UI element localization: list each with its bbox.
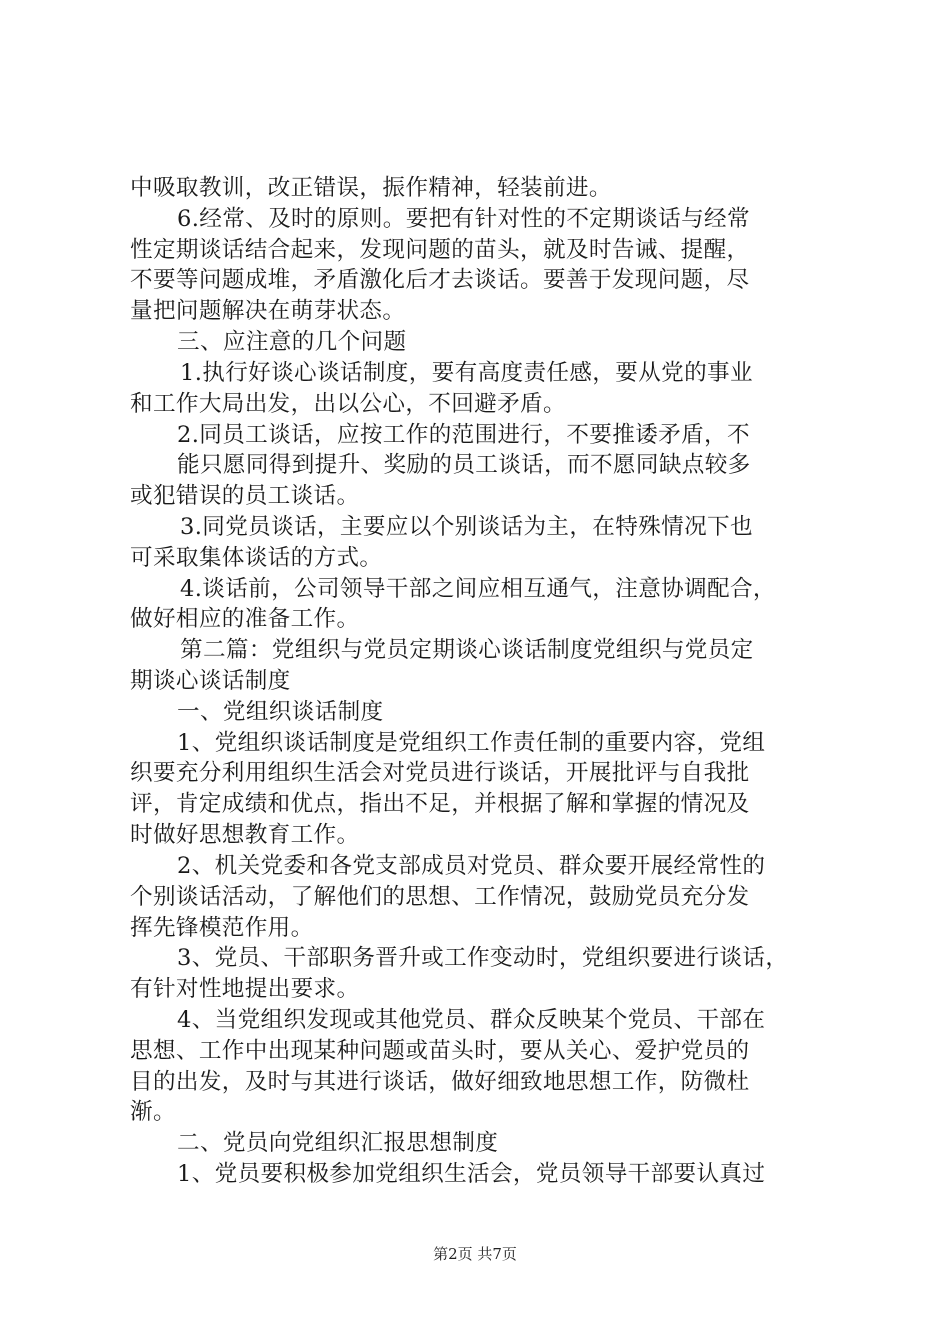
chapter-heading: 第二篇：党组织与党员定期谈心谈话制度党组织与党员定: [180, 637, 754, 664]
text-line: 和工作大局出发，出以公心，不回避矛盾。: [130, 390, 566, 417]
text-line: 1、党组织谈话制度是党组织工作责任制的重要内容，党组: [177, 729, 766, 756]
text-line: 思想、工作中出现某种问题或苗头时，要从关心、爱护党员的: [130, 1037, 750, 1064]
text-line: 中吸取教训，改正错误，振作精神，轻装前进。: [130, 175, 612, 201]
page-footer: 第2页 共7页: [433, 1245, 517, 1263]
text-line: 3、党员、干部职务晋升或工作变动时，党组织要进行谈话，: [177, 945, 789, 972]
text-line: 目的出发，及时与其进行谈话，做好细致地思想工作，防微杜: [130, 1068, 750, 1095]
section-heading: 二、党员向党组织汇报思想制度: [177, 1130, 499, 1157]
text-line: 不要等问题成堆，矛盾激化后才去谈话。要善于发现问题，尽: [130, 267, 750, 294]
text-line: 性定期谈话结合起来，发现问题的苗头，就及时告诫、提醒，: [130, 236, 750, 263]
text-line: 4.谈话前，公司领导干部之间应相互通气，注意协调配合，: [180, 575, 776, 602]
text-line: 有针对性地提出要求。: [130, 976, 360, 1003]
text-line: 量把问题解决在萌芽状态。: [130, 298, 406, 325]
text-line: 1.执行好谈心谈话制度，要有高度责任感，要从党的事业: [180, 359, 753, 386]
text-line: 做好相应的准备工作。: [130, 606, 360, 633]
text-line: 1、党员要积极参加党组织生活会，党员领导干部要认真过: [177, 1161, 766, 1187]
text-line: 4、当党组织发现或其他党员、群众反映某个党员、干部在: [177, 1006, 766, 1033]
text-line: 织要充分利用组织生活会对党员进行谈话，开展批评与自我批: [130, 760, 750, 787]
text-line: 时做好思想教育工作。: [130, 822, 360, 849]
text-line: 个别谈话活动，了解他们的思想、工作情况，鼓励党员充分发: [130, 883, 750, 910]
section-heading: 一、党组织谈话制度: [177, 698, 384, 725]
text-line: 2.同员工谈话，应按工作的范围进行，不要推诿矛盾，不: [177, 421, 750, 448]
text-line: 6.经常、及时的原则。要把有针对性的不定期谈话与经常: [177, 205, 750, 232]
text-line: 或犯错误的员工谈话。: [130, 483, 360, 510]
text-line: 能只愿同得到提升、奖励的员工谈话，而不愿同缺点较多: [177, 452, 751, 479]
text-line: 可采取集体谈话的方式。: [130, 544, 383, 571]
section-heading: 三、应注意的几个问题: [177, 329, 407, 356]
text-line: 渐。: [130, 1099, 176, 1126]
text-line: 2、机关党委和各党支部成员对党员、群众要开展经常性的: [177, 852, 766, 879]
text-line: 3.同党员谈话，主要应以个别谈话为主，在特殊情况下也: [180, 513, 753, 540]
text-line: 挥先锋模范作用。: [130, 914, 314, 941]
text-line: 评，肯定成绩和优点，指出不足，并根据了解和掌握的情况及: [130, 791, 750, 818]
chapter-heading: 期谈心谈话制度: [130, 668, 291, 694]
